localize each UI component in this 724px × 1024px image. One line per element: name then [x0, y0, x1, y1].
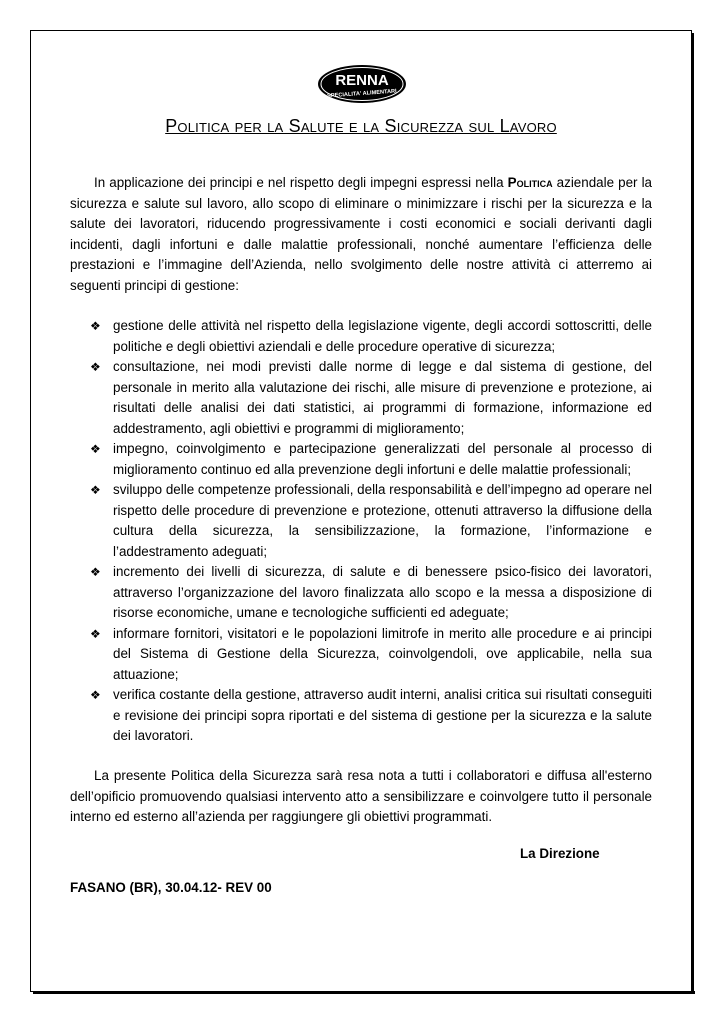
renna-logo [317, 64, 407, 104]
list-item: ❖ impegno, coinvolgimento e partecipazione generalizzati del personale al processo di miglioramento continuo ed alla prevenzione degli infortuni e delle malattie professionali; [90, 441, 652, 477]
intro-paragraph [70, 173, 652, 296]
logo-tagline: SPECIALITA' ALIMENTARI [327, 88, 397, 100]
page-title: Politica per la Salute e la Sicurezza sul Lavoro [165, 116, 557, 136]
diamond-bullet-icon: ❖ [90, 565, 101, 579]
intro-text-after: aziendale per la sicurezza e salute sul lavoro, allo scopo di eliminare o minimizzare i rischi per la sicurezza e la salute dei lavoratori, riducendo progressivamente i costi economici e sociali derivanti dagli incidenti, dagli infortuni e dalle malattie professionali, nonché aumentare l’efficienza delle prestazioni e l’immagine dell’Azienda, nello svolgimento delle nostre attività ci atterremo ai seguenti principi di gestione: [70, 175, 652, 293]
diamond-bullet-icon: ❖ [90, 319, 101, 333]
list-item: ❖ informare fornitori, visitatori e le popolazioni limitrofe in merito alle procedure e ai principi del Sistema di Gestione della Sicurezza, coinvolgendoli, ove applicabile, nella sua attuazione; [90, 625, 652, 682]
diamond-bullet-icon: ❖ [90, 483, 101, 497]
diamond-bullet-icon: ❖ [90, 688, 101, 702]
diamond-bullet-icon: ❖ [90, 360, 101, 374]
list-item: ❖ sviluppo delle competenze professionali, della responsabilità e dell’impegno ad operare nel rispetto delle procedure di prevenzione e protezione, ottenuti attraverso la diffusione della cultura della sicurezza, la sensibilizzazione, la formazione, l’informazione e l’addestramento adeguati; [90, 482, 652, 559]
list-item: ❖ gestione delle attività nel rispetto della legislazione vigente, degli accordi sottoscritti, delle politiche e degli obiettivi aziendali e delle procedure operative di sicurezza; [90, 318, 652, 354]
list-item: ❖ incremento dei livelli di sicurezza, di salute e di benessere psico-fisico dei lavoratori, attraverso l’organizzazione del lavoro finalizzata allo scopo e la messa a disposizione di risorse economiche, umane e tecnologiche sufficienti ed adeguate; [90, 564, 652, 620]
intro-text-before: In applicazione dei principi e nel rispetto degli impegni espressi nella [94, 175, 508, 190]
signature: La Direzione [520, 846, 600, 861]
diamond-bullet-icon: ❖ [90, 442, 101, 456]
principles-list [90, 316, 652, 747]
closing-paragraph: La presente Politica della Sicurezza sarà resa nota a tutti i collaboratori e diffusa all'esterno dell’opificio promuovendo qualsiasi intervento atto a sensibilizzare e coinvolgere tutto il personale interno ed esterno all’azienda per raggiungere gli obiettivi programmati. [70, 768, 652, 824]
logo-brand: RENNA [335, 72, 389, 89]
date-revision-line: FASANO (BR), 30.04.12- REV 00 [70, 880, 272, 895]
page-border-shadow-right [691, 33, 694, 994]
list-item: ❖ verifica costante della gestione, attraverso audit interni, analisi critica sui risultati conseguiti e revisione dei principi sopra riportati e del sistema di gestione per la sicurezza e la salute dei lavoratori. [90, 687, 652, 743]
diamond-bullet-icon: ❖ [90, 626, 101, 641]
page-border-shadow-bottom [33, 991, 695, 994]
intro-emphasis: Politica [507, 175, 553, 190]
list-item: ❖ consultazione, nei modi previsti dalle norme di legge e dal sistema di gestione, del personale in merito alla valutazione dei rischi, alle misure di prevenzione e protezione, ai risultati delle analisi dei dati statistici, ai programmi di formazione, informazione ed addestramento, agli obiettivi e programmi di miglioramento; [90, 359, 652, 436]
